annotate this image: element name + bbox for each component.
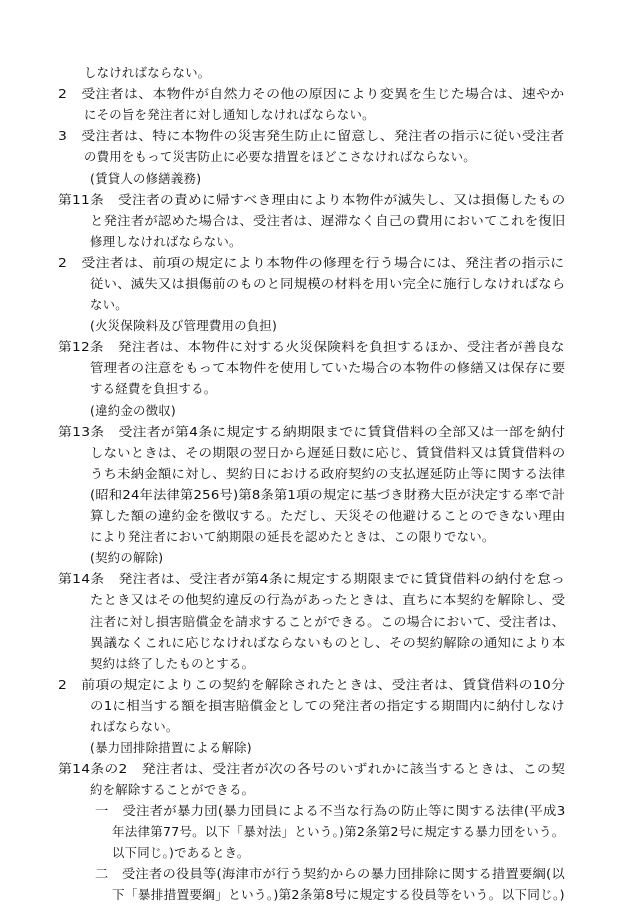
text-line: 2 受注者は、本物件が自然力その他の原因により変異を生じた場合は、速やか bbox=[58, 86, 565, 101]
text-line: 一 受注者が暴力団(暴力団員による不当な行為の防止等に関する法律(平成3 bbox=[95, 803, 566, 818]
text-line: 異議なくこれに応じなければならないものとし、その契約解除の通知により本 bbox=[90, 635, 566, 650]
text-line: しなければならない。 bbox=[84, 65, 211, 80]
text-line: 従い、滅失又は損傷前のものと同規模の材料を用い完全に施行しなければなら bbox=[90, 276, 566, 291]
text-line: ればならない。 bbox=[90, 719, 179, 734]
text-line: 注者に対し損害賠償金を請求することができる。この場合において、受注者は、 bbox=[90, 614, 565, 629]
text-line: 2 受注者は、前項の規定により本物件の修理を行う場合には、発注者の指示に bbox=[58, 255, 565, 270]
text-line: 年法律第77号。以下「暴対法」という。)第2条第2号に規定する暴力団をいう。 bbox=[112, 824, 565, 839]
text-line: 算した額の違約金を徴収する。ただし、天災その他避けることのできない理由 bbox=[90, 508, 566, 523]
text-line: 二 受注者の役員等(海津市が行う契約からの暴力団排除に関する措置要綱(以 bbox=[95, 866, 565, 881]
text-line: うち未納金額に対し、契約日における政府契約の支払遅延防止等に関する法律 bbox=[90, 466, 566, 481]
text-line: 第13条 受注者が第4条に規定する納期限までに賃貸借料の全部又は一部を納付 bbox=[58, 424, 566, 439]
text-line: する経費を負担する。 bbox=[90, 381, 217, 396]
text-line: 約を解除することができる。 bbox=[90, 782, 255, 797]
text-line: (違約金の徴収) bbox=[90, 403, 177, 418]
text-line: 管理者の注意をもって本物件を使用していた場合の本物件の修繕又は保存に要 bbox=[90, 360, 566, 375]
text-line: 契約は終了したものとする。 bbox=[90, 656, 255, 671]
text-line: と発注者が認めた場合は、受注者は、遅滞なく自己の費用においてこれを復旧 bbox=[90, 213, 566, 228]
text-line: にその旨を発注者に対し通知しなければならない。 bbox=[84, 107, 375, 122]
text-line: 修理しなければならない。 bbox=[90, 234, 242, 249]
text-line: 下「暴排措置要綱」という。)第2条第8号に規定する役員等をいう。以下同じ。) bbox=[112, 887, 565, 902]
text-line: の費用をもって災害防止に必要な措置をほどこさなければならない。 bbox=[84, 149, 476, 164]
text-line: ない。 bbox=[90, 297, 128, 312]
text-line: 3 受注者は、特に本物件の災害発生防止に留意し、発注者の指示に従い受注者 bbox=[58, 128, 565, 143]
text-line: 第14条の2 発注者は、受注者が次の各号のいずれかに該当するときは、この契 bbox=[58, 761, 566, 776]
text-line: の1に相当する額を損害賠償金としての発注者の指定する期間内に納付しなけ bbox=[90, 698, 565, 713]
text-line: 以下同じ。)であるとき。 bbox=[112, 845, 250, 860]
text-line: 2 前項の規定によりこの契約を解除されたときは、受注者は、賃貸借料の10分 bbox=[58, 677, 566, 692]
text-line: (契約の解除) bbox=[90, 550, 164, 565]
text-line: (昭和24年法律第256号)第8条第1項の規定に基づき財務大臣が決定する率で計 bbox=[90, 487, 566, 502]
text-line: 第12条 発注者は、本物件に対する火災保険料を負担するほか、受注者が善良な bbox=[58, 339, 565, 354]
text-line: 第14条 発注者は、受注者が第4条に規定する期限までに賃貸借料の納付を怠っ bbox=[58, 571, 566, 586]
text-line: たとき又はその他契約違反の行為があったときは、直ちに本契約を解除し、受 bbox=[90, 592, 566, 607]
text-line: 第11条 受注者の責めに帰すべき理由により本物件が滅失し、又は損傷したもの bbox=[58, 192, 566, 207]
text-line: (火災保険料及び管理費用の負担) bbox=[90, 318, 278, 333]
text-line: により発注者において納期限の延長を認めたときは、この限りでない。 bbox=[90, 529, 495, 544]
text-line: (暴力団排除措置による解除) bbox=[90, 740, 252, 755]
text-line: (賃貸人の修繕義務) bbox=[90, 171, 202, 186]
text-line: しないときは、その期限の翌日から遅延日数に応じ、賃貸借料又は賃貸借料の bbox=[90, 445, 566, 460]
